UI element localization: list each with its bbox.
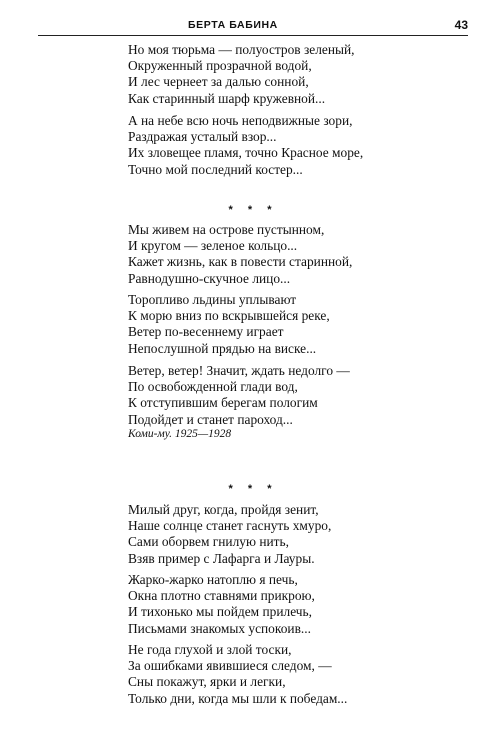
poem-line: Но моя тюрьма — полуостров зеленый,	[128, 42, 355, 57]
poem-2-stanza-3	[128, 363, 398, 428]
stanza	[128, 363, 398, 428]
header-rule	[38, 35, 468, 36]
section-separator: * * *	[228, 483, 278, 495]
stanza	[128, 572, 398, 637]
stanza	[128, 642, 398, 707]
poem-line: Только дни, когда мы шли к победам...	[128, 690, 348, 706]
poem-line: К отступившим берегам пологим	[128, 395, 318, 411]
poem-line: К морю вниз по вскрывшейся реке,	[128, 308, 330, 324]
poem-line: Сами оборвем гнилую нить,	[128, 534, 289, 550]
poem-line: Раздражая усталый взор...	[128, 129, 277, 145]
page-header	[38, 19, 468, 39]
page-number: 43	[454, 18, 468, 32]
poem-line: Кажет жизнь, как в повести старинной,	[128, 254, 353, 270]
poem-line: Ветер, ветер! Значит, ждать недолго —	[128, 363, 350, 378]
poem-line: Письмами знакомых успокоив...	[128, 620, 311, 636]
poem-line: Мы живем на острове пустынном,	[128, 222, 325, 237]
poem-line: Равнодушно-скучное лицо...	[128, 270, 291, 286]
poem-line: Их зловещее пламя, точно Красное море,	[128, 145, 364, 161]
stanza	[128, 222, 398, 287]
poem-line: Точно мой последний костер...	[128, 161, 303, 177]
poem-line: Наше солнце станет гаснуть хмуро,	[128, 518, 332, 534]
poem-line: За ошибками явившиеся следом, —	[128, 658, 332, 674]
poem-line: Милый друг, когда, пройдя зенит,	[128, 502, 319, 517]
poem-line: Окруженный прозрачной водой,	[128, 58, 312, 74]
stanza	[128, 113, 398, 178]
stanza	[128, 502, 398, 567]
poem-line: По освобожденной глади вод,	[128, 379, 298, 395]
poem-line: Непослушной прядью на виске...	[128, 340, 317, 356]
stanza	[128, 42, 398, 107]
poem-line: И лес чернеет за далью сонной,	[128, 74, 309, 90]
poem-2-stanza-1	[128, 222, 398, 287]
poem-line: Сны покажут, ярки и легки,	[128, 674, 286, 690]
poem-line: Окна плотно ставнями прикрою,	[128, 588, 315, 604]
poem-dateline: Коми-му. 1925—1928	[128, 428, 232, 440]
poem-3-stanza-2	[128, 572, 398, 637]
poem-line: Торопливо льдины уплывают	[128, 292, 297, 307]
poem-1	[128, 42, 398, 107]
section-separator: * * *	[228, 204, 278, 216]
poem-3-stanza-3	[128, 642, 398, 707]
poem-line: И тихонько мы пойдем прилечь,	[128, 604, 312, 620]
poem-line: Как старинный шарф кружевной...	[128, 90, 326, 106]
poem-line: Ветер по-весеннему играет	[128, 324, 284, 340]
poem-3-stanza-1	[128, 502, 398, 567]
poem-line: Не года глухой и злой тоски,	[128, 642, 292, 657]
poem-line: И кругом — зеленое кольцо...	[128, 238, 298, 254]
stanza	[128, 292, 398, 357]
poem-line: Жарко-жарко натоплю я печь,	[128, 572, 298, 587]
poem-2-stanza-2	[128, 292, 398, 357]
poem-line: Взяв пример с Лафарга и Лауры.	[128, 550, 315, 566]
poem-line: Подойдет и станет пароход...	[128, 411, 293, 427]
poem-1-stanza-2	[128, 113, 398, 178]
running-title: БЕРТА БАБИНА	[188, 19, 278, 31]
poem-line: А на небе всю ночь неподвижные зори,	[128, 113, 353, 128]
